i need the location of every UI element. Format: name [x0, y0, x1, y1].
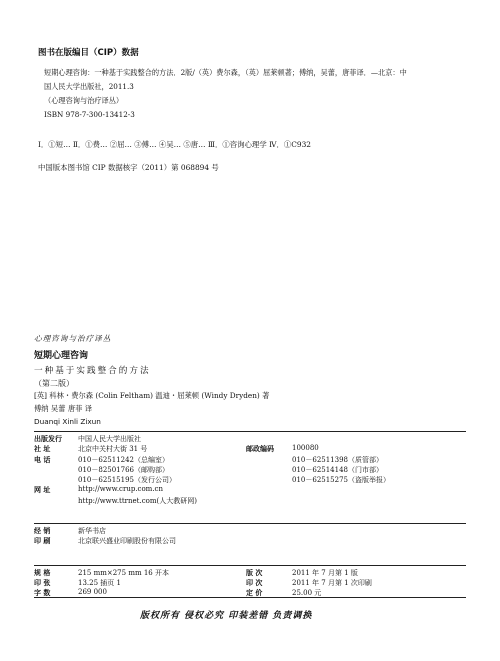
field-label [246, 485, 292, 495]
field-label: 社 址 [34, 445, 51, 454]
field-label: 印 次 [246, 579, 263, 587]
field-value [292, 485, 466, 495]
publisher-row [34, 434, 466, 444]
field-label: 邮政编码 [246, 445, 274, 454]
spec-row [34, 568, 466, 578]
divider [34, 597, 466, 598]
field-label: 出版发行 [34, 435, 62, 443]
field-label: 经 销 [34, 527, 51, 535]
publisher-row [34, 455, 466, 465]
cip-series-line: （心理咨询与治疗译丛） [44, 96, 124, 105]
field-label: 网 址 [34, 486, 51, 495]
field-label [246, 475, 292, 485]
field-label [34, 475, 78, 485]
cip-isbn: ISBN 978-7-300-13412-3 [44, 110, 135, 119]
spec-row [34, 578, 466, 588]
divider [34, 431, 466, 432]
book-subtitle: 一种基于实践整合的方法 [34, 366, 151, 376]
field-label [34, 465, 78, 475]
rights-notice: 版权所有 侵权必究 印装差错 负责调换 [140, 611, 313, 621]
field-label [246, 434, 292, 444]
field-value: 中国人民大学出版社 [78, 435, 141, 443]
book-authors: [英] 科林・费尔森 (Colin Feltham) 温迪・屈莱顿 (Windy Dryden) 著 [34, 391, 270, 400]
field-label: 字 数 [34, 589, 51, 597]
field-value: 2011 年 7 月第 1 版 [292, 569, 358, 577]
field-label [34, 496, 78, 506]
book-edition: （第二版） [34, 379, 74, 388]
publisher-row [34, 485, 466, 495]
book-title: 短期心理咨询 [34, 351, 89, 361]
field-label [246, 455, 292, 465]
field-value: 北京联兴盛业印刷股份有限公司 [78, 537, 176, 546]
field-value: 新华书店 [78, 527, 106, 535]
book-translators: 傅纳 吴蕾 唐菲 译 [34, 404, 93, 413]
field-value: 010－82501766（邮购部） [78, 465, 169, 474]
field-label [246, 465, 292, 475]
cip-classification: Ⅰ．①短… Ⅱ．①费… ②屈… ③傅… ④吴… ⑤唐… Ⅲ．①咨询心理学 Ⅳ．①C932 [38, 140, 311, 149]
field-value: 100080 [292, 444, 319, 453]
publisher-row [34, 496, 466, 506]
price-value: 25.00 元 [292, 589, 322, 597]
distribution-row [34, 536, 466, 546]
field-label: 印 张 [34, 579, 51, 587]
field-value: 010－62514148（门市部） [292, 465, 383, 474]
series-name: 心理咨询与治疗译丛 [34, 334, 112, 343]
cip-data-number: 中国版本图书馆 CIP 数据核字（2011）第 068894 号 [38, 163, 219, 172]
field-value: 010－62511398（质管部） [292, 455, 383, 464]
field-value: 13.25 插页 1 [78, 579, 121, 587]
field-label: 印 刷 [34, 537, 51, 546]
field-value: 010－62515195（发行公司） [78, 476, 176, 485]
field-value: 010－62511242（总编室） [78, 455, 169, 464]
field-value: 010－62515275（盗版举报） [292, 476, 390, 485]
divider [34, 565, 466, 566]
field-label: 规 格 [34, 569, 51, 577]
divider [34, 523, 466, 524]
publisher-row [34, 465, 466, 475]
publisher-row [34, 475, 466, 485]
field-label: 版 次 [246, 569, 263, 577]
field-value: 269 000 [78, 588, 107, 596]
publisher-info-table [34, 434, 466, 506]
field-label: 电 话 [34, 455, 51, 464]
cip-record-line: 短期心理咨询：一种基于实践整合的方法．2版/（英）费尔森，（英）屈莱顿著；傅纳，吴蕾，唐菲译．—北京：中 [44, 68, 407, 77]
field-value [292, 434, 466, 444]
field-value: 北京中关村大街 31 号 [78, 445, 148, 454]
website-link: http://www.ttrnet.com(人大教研网) [78, 496, 197, 505]
book-title-pinyin: Duanqi Xinli Zixun [34, 417, 101, 426]
field-label: 定 价 [246, 589, 263, 597]
field-value: 215 mm×275 mm 16 开本 [78, 569, 169, 577]
website-link: http://www.crup.com.cn [78, 485, 163, 494]
field-value: 2011 年 7 月第 1 次印刷 [292, 579, 372, 587]
publisher-row [34, 444, 466, 454]
cip-heading: 图书在版编目（CIP）数据 [38, 48, 139, 58]
specs-info-table [34, 568, 466, 598]
cip-record-line: 国人民大学出版社，2011.3 [44, 82, 134, 91]
distribution-row [34, 526, 466, 536]
distribution-info-table [34, 526, 466, 547]
